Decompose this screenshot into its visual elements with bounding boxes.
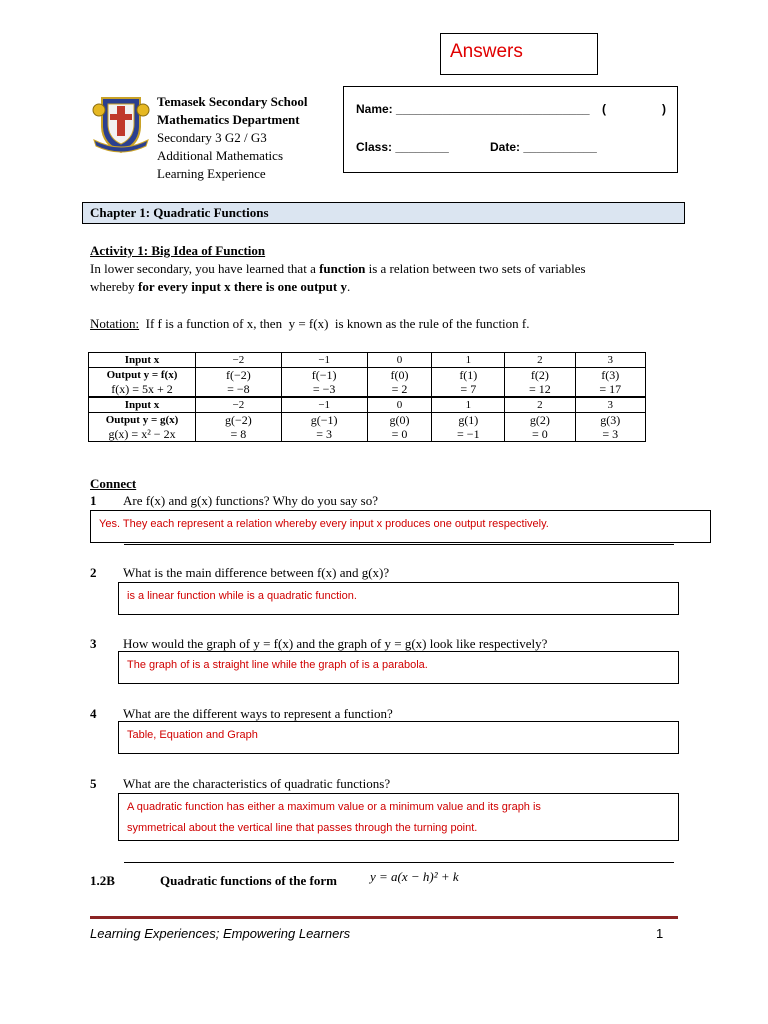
output-expr: f(−2) [226,368,251,382]
output-value: = −3 [312,382,336,396]
document-type-text: Learning Experience [157,166,266,181]
question-number: 1 [90,493,97,508]
department-name: Mathematics Department [157,112,300,127]
question-2 [90,565,389,581]
function-rule: g(x) = x² − 2x [108,427,176,441]
table-cell [575,368,645,398]
notation-line [90,316,530,332]
output-expr: g(3) [600,413,621,427]
table-row [89,413,646,442]
function-rule: f(x) = 5x + 2 [111,382,173,396]
page-number: 1 [656,926,664,941]
question-5 [90,776,390,792]
output-expr: f(2) [530,368,549,382]
answer-box-5[interactable] [118,793,679,841]
connect-heading: Connect [90,476,137,491]
section-title: Quadratic functions of the form [160,873,337,888]
output-label: Output y = f(x) [106,369,178,381]
intro-text: whereby [90,279,139,294]
output-expr: g(−1) [310,413,338,427]
table-cell: −1 [281,353,367,368]
output-value: = 7 [460,382,477,396]
question-text: What are the different ways to represent a function? [123,706,393,721]
intro-text: . [346,279,351,294]
chapter-title: Chapter 1: Quadratic Functions [82,202,685,224]
output-expr: f(−1) [311,368,337,382]
school-crest-logo [90,92,152,154]
table-cell [432,413,505,442]
answer-box-2[interactable]: is a linear function while is a quadratic function. [118,582,679,615]
footer-motto: Learning Experiences; Empowering Learners [90,926,351,941]
notation-text: If f is a function of x, then [145,316,283,331]
output-expr: g(2) [529,413,550,427]
output-value: = −8 [227,382,250,396]
table-cell: 2 [505,397,575,413]
level-text: Secondary 3 G2 / G3 [157,130,267,145]
output-label-cell [89,368,196,398]
question-text: Are f(x) and g(x) functions? Why do you say so? [123,493,378,508]
question-number: 3 [90,636,97,651]
table-cell: −1 [281,397,367,413]
table-cell [196,413,282,442]
section-number: 1.2B [90,873,115,888]
output-expr: f(3) [601,368,620,382]
subject-text: Additional Mathematics [157,148,284,163]
answer-line-text: A quadratic function has either a maximum value or a minimum value and its graph is [127,801,541,813]
function-table [88,352,646,442]
output-value: = 3 [602,427,619,441]
activity-intro-line-1 [90,261,586,277]
question-number: 5 [90,776,97,791]
index-paren-close: ) [662,102,666,116]
input-label: Input x [89,397,196,413]
answer-line-text: symmetrical about the vertical line that passes through the turning point. [127,822,478,834]
table-cell: 0 [367,397,432,413]
notation-text: is known as the rule of the function f. [334,316,530,331]
output-value: = 0 [391,427,408,441]
index-paren-open: ( [602,102,606,116]
school-info [157,93,307,183]
output-expr: f(1) [459,368,478,382]
footer-divider [90,916,678,919]
output-label: Output y = g(x) [105,414,179,426]
question-text: What is the main difference between f(x) and g(x)? [123,565,390,580]
table-cell [196,368,282,398]
intro-bold-function: function [319,261,366,276]
class-field[interactable]: Class: ________ [356,140,449,154]
output-value: = 17 [599,382,622,396]
table-cell: 1 [432,397,505,413]
table-cell [505,413,575,442]
school-name: Temasek Secondary School [157,94,308,109]
output-expr: f(0) [390,368,409,382]
table-cell [575,413,645,442]
table-cell: −2 [196,397,282,413]
answer-box-1[interactable]: Yes. They each represent a relation whereby every input x produces one output respectively. [90,510,711,543]
answer-box-4[interactable]: Table, Equation and Graph [118,721,679,754]
intro-text: is a relation between two sets of variables [365,261,586,276]
output-value: = 2 [391,382,408,396]
question-4 [90,706,393,722]
table-cell: 3 [575,397,645,413]
table-row [89,368,646,398]
section-formula: y = a(x − h)² + k [370,869,459,884]
question-text: What are the characteristics of quadratic functions? [123,776,391,791]
table-cell [367,413,432,442]
answer-line [124,544,674,545]
answer-box-3[interactable]: The graph of is a straight line while the graph of is a parabola. [118,651,679,684]
name-field[interactable]: Name: _____________________________ [356,102,590,116]
output-expr: g(−2) [225,413,252,427]
output-value: = 12 [528,382,551,396]
activity-intro-line-2 [90,279,350,295]
table-cell [281,368,367,398]
date-field[interactable]: Date: ___________ [490,140,597,154]
table-cell [505,368,575,398]
notation-label: Notation: [90,316,140,331]
table-cell: 2 [505,353,575,368]
activity-title: Activity 1: Big Idea of Function [90,243,266,258]
table-cell [281,413,367,442]
intro-text: In lower secondary, you have learned that a [90,261,320,276]
table-cell: 3 [575,353,645,368]
table-row [89,397,646,413]
question-number: 4 [90,706,97,721]
table-cell [432,368,505,398]
question-text: How would the graph of y = f(x) and the graph of y = g(x) look like respectively? [123,636,548,651]
table-cell: 0 [367,353,432,368]
notation-formula: y = f(x) [288,316,329,331]
input-label: Input x [89,353,196,368]
table-cell [367,368,432,398]
question-number: 2 [90,565,97,580]
output-expr: g(0) [389,413,410,427]
table-row [89,353,646,368]
question-1 [90,493,378,509]
intro-bold-rule: for every input x there is one output y [138,279,347,294]
output-expr: g(1) [458,413,479,427]
question-3 [90,636,547,652]
output-value: = −1 [457,427,480,441]
output-value: = 0 [531,427,548,441]
answers-label: Answers [440,33,598,75]
table-cell: 1 [432,353,505,368]
output-value: = 8 [230,427,247,441]
output-label-cell [89,413,196,442]
student-details-box [343,86,678,173]
output-value: = 3 [316,427,333,441]
answer-line [124,862,674,863]
table-cell: −2 [196,353,282,368]
